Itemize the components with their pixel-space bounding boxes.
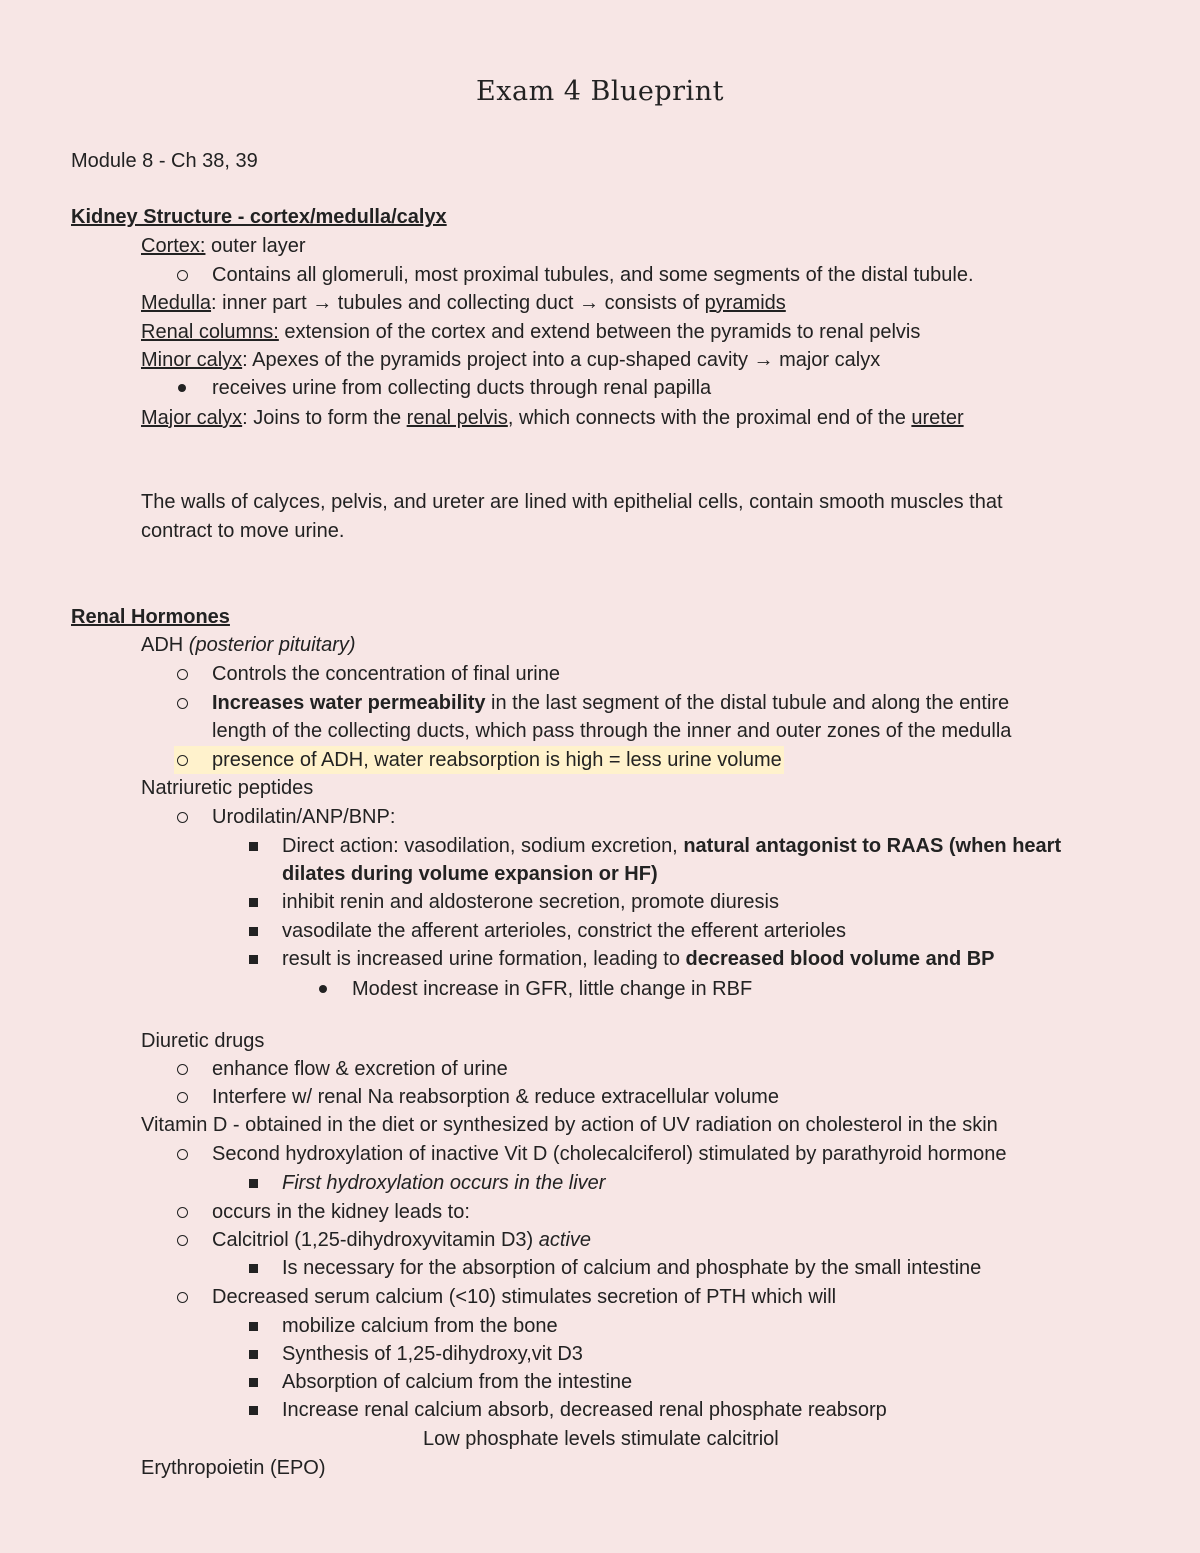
cortex-line [141,232,306,260]
ring-bullet-icon [177,1235,188,1246]
adh-item-2-bold: Increases water permeability [212,692,486,714]
np-item-a-bold: natural antagonist to RAAS (when heart [683,835,1062,857]
vitd-item-3-ital: active [538,1229,592,1251]
vitd-item-4d: Increase renal calcium absorb, decreased renal phosphate reabsorp [282,1399,887,1421]
minor-text: : Apexes of the pyramids project into a cup-shaped cavity → major calyx [242,349,881,371]
np-item-b: inhibit renin and aldosterone secretion, promote diuresis [282,891,779,913]
columns-text: extension of the cortex and extend between the pyramids to renal pelvis [278,321,921,343]
np-sub: Urodilatin/ANP/BNP: [212,806,396,828]
adh-item-2-cont: length of the collecting ducts, which pass through the inner and outer zones of the medulla [212,720,1012,742]
square-bullet-icon [249,1378,258,1387]
minor-line [141,346,880,374]
columns-label: Renal columns: [141,321,279,343]
np-item-a [282,832,1061,860]
module-line: Module 8 - Ch 38, 39 [71,150,258,172]
vitd-item-4a: mobilize calcium from the bone [282,1315,558,1337]
square-bullet-icon [249,898,258,907]
diuretic-item-1: enhance flow & excretion of urine [212,1058,508,1080]
vitd-item-4b: Synthesis of 1,25-dihydroxy,vit D3 [282,1343,583,1365]
medulla-link: pyramids [704,292,786,314]
renal-heading: Renal Hormones [71,606,230,628]
adh-item-2 [212,689,1009,717]
major-text2: , which connects with the proximal end of the [507,407,912,429]
ring-bullet-icon [177,1292,188,1303]
np-label: Natriuretic peptides [141,777,314,799]
columns-line [141,318,920,346]
ring-bullet-icon [177,669,188,680]
major-text1: : Joins to form the [242,407,407,429]
adh-item-3: presence of ADH, water reabsorption is high = less urine volume [204,746,784,774]
major-link2: ureter [911,407,964,429]
square-bullet-icon [249,842,258,851]
np-item-d-bold: decreased blood volume and BP [685,948,995,970]
square-bullet-icon [249,1350,258,1359]
dot-bullet-icon [319,985,327,993]
ring-bullet-icon [177,1207,188,1218]
adh-line [141,631,356,659]
ring-bullet-icon [177,755,188,766]
vitd-item-1: Second hydroxylation of inactive Vit D (cholecalciferol) stimulated by parathyroid hormone [212,1143,1007,1165]
page-title: Exam 4 Blueprint [476,76,724,107]
vitd-item-3a: Is necessary for the absorption of calcium and phosphate by the small intestine [282,1257,982,1279]
square-bullet-icon [249,955,258,964]
ring-bullet-icon [177,270,188,281]
vitd-item-3 [212,1226,591,1254]
cortex-text: outer layer [205,235,306,257]
np-item-c: vasodilate the afferent arterioles, constrict the efferent arterioles [282,920,847,942]
np-item-d [282,945,995,973]
medulla-line [141,289,786,317]
np-item-a-cont: dilates during volume expansion or HF) [282,863,658,885]
diuretic-label: Diuretic drugs [141,1030,265,1052]
square-bullet-icon [249,927,258,936]
ring-bullet-icon [177,1064,188,1075]
vitd-note: Low phosphate levels stimulate calcitriol [423,1428,779,1450]
adh-label: ADH [141,634,189,656]
major-link1: renal pelvis [406,407,508,429]
square-bullet-icon [249,1322,258,1331]
diuretic-item-2: Interfere w/ renal Na reabsorption & reduce extracellular volume [212,1086,779,1108]
cortex-label: Cortex: [141,235,206,257]
walls-line2: contract to move urine. [141,520,345,542]
np-item-d-text: result is increased urine formation, leading to [282,948,686,970]
adh-source: (posterior pituitary) [188,634,356,656]
ring-bullet-icon [177,1149,188,1160]
minor-sub: receives urine from collecting ducts through renal papilla [212,377,712,399]
major-line [141,404,964,432]
vitd-label: Vitamin D - obtained in the diet or synthesized by action of UV radiation on cholesterol in the skin [141,1114,998,1136]
ring-bullet-icon [177,1092,188,1103]
np-item-d-sub: Modest increase in GFR, little change in RBF [352,978,753,1000]
cortex-sub: Contains all glomeruli, most proximal tubules, and some segments of the distal tubule. [212,264,974,286]
vitd-item-2: occurs in the kidney leads to: [212,1201,470,1223]
square-bullet-icon [249,1264,258,1273]
walls-line1: The walls of calyces, pelvis, and ureter are lined with epithelial cells, contain smooth muscles that [141,491,1003,513]
vitd-item-3-text: Calcitriol (1,25-dihydroxyvitamin D3) [212,1229,539,1251]
vitd-item-1a: First hydroxylation occurs in the liver [282,1172,606,1194]
adh-item-1: Controls the concentration of final urine [212,663,560,685]
adh-item-2-text: in the last segment of the distal tubule and along the entire [485,692,1010,714]
ring-bullet-icon [177,698,188,709]
dot-bullet-icon [178,384,186,392]
major-label: Major calyx [141,407,243,429]
vitd-item-4c: Absorption of calcium from the intestine [282,1371,633,1393]
square-bullet-icon [249,1406,258,1415]
medulla-text: : inner part → tubules and collecting duct → consists of [211,292,705,314]
ring-bullet-icon [177,812,188,823]
square-bullet-icon [249,1179,258,1188]
minor-label: Minor calyx [141,349,243,371]
epo-label: Erythropoietin (EPO) [141,1457,326,1479]
np-item-a-text: Direct action: vasodilation, sodium excretion, [282,835,684,857]
medulla-label: Medulla [141,292,212,314]
vitd-item-4: Decreased serum calcium (<10) stimulates secretion of PTH which will [212,1286,837,1308]
kidney-heading: Kidney Structure - cortex/medulla/calyx [71,206,447,228]
